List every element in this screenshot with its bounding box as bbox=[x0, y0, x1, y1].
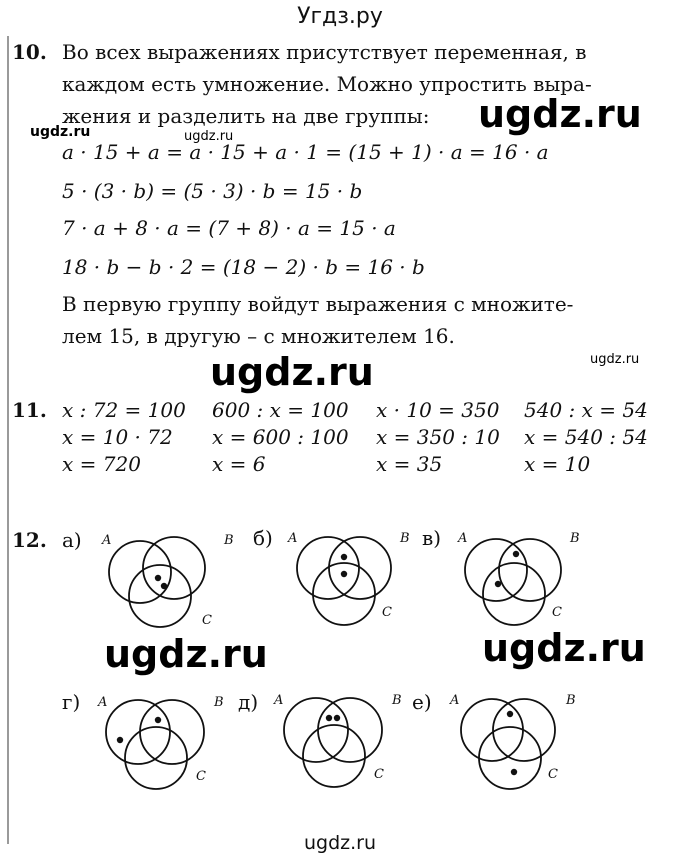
margin-line bbox=[7, 36, 9, 844]
task-10-intro-line-3: жения и разделить на две группы: bbox=[62, 104, 430, 128]
task-11-col3-line3: x = 35 bbox=[376, 452, 443, 476]
watermark-small: ugdz.ru bbox=[184, 129, 234, 144]
task-11-col3-line1: x · 10 = 350 bbox=[376, 398, 500, 422]
task-12-number: 12. bbox=[12, 528, 47, 552]
set-label-c: C bbox=[552, 605, 562, 620]
venn-dot bbox=[155, 575, 161, 581]
task-10-equation-2: 5 · (3 · b) = (5 · 3) · b = 15 · b bbox=[62, 179, 363, 203]
diagram-label-b: б) bbox=[253, 526, 273, 550]
set-label-c: C bbox=[202, 613, 212, 628]
venn-dot bbox=[326, 715, 332, 721]
venn-dot bbox=[507, 711, 513, 717]
set-label-a: A bbox=[102, 533, 112, 548]
venn-dot bbox=[513, 551, 519, 557]
diagram-label-d: д) bbox=[238, 690, 259, 714]
set-label-a: A bbox=[288, 531, 298, 546]
set-label-c: C bbox=[548, 767, 558, 782]
task-11-col1-line2: x = 10 · 72 bbox=[62, 425, 173, 449]
task-10-number: 10. bbox=[12, 40, 47, 64]
task-10-equation-1: a · 15 + a = a · 15 + a · 1 = (15 + 1) · a = 16 · a bbox=[62, 140, 549, 164]
task-11-col2-line1: 600 : x = 100 bbox=[212, 398, 349, 422]
set-label-c: C bbox=[382, 605, 392, 620]
task-10-intro-line-2: каждом есть умножение. Можно упростить выра- bbox=[62, 72, 592, 96]
venn-diagram-b bbox=[282, 524, 416, 634]
task-11-col4-line3: x = 10 bbox=[524, 452, 591, 476]
set-label-b: B bbox=[570, 531, 580, 546]
set-label-b: B bbox=[214, 695, 224, 710]
venn-dot bbox=[495, 581, 501, 587]
diagram-label-e: е) bbox=[412, 690, 432, 714]
set-label-b: B bbox=[224, 533, 234, 548]
watermark-small: ugdz.ru bbox=[590, 352, 640, 367]
diagram-label-g: г) bbox=[62, 690, 81, 714]
task-11-col1-line1: x : 72 = 100 bbox=[62, 398, 186, 422]
task-11-number: 11. bbox=[12, 398, 47, 422]
task-11-col2-line2: x = 600 : 100 bbox=[212, 425, 349, 449]
set-label-a: A bbox=[450, 693, 460, 708]
task-10-equation-3: 7 · a + 8 · a = (7 + 8) · a = 15 · a bbox=[62, 216, 396, 240]
task-10-conclusion-line-1: В первую группу войдут выражения с множите- bbox=[62, 292, 574, 316]
venn-diagram-e bbox=[444, 686, 578, 796]
venn-diagram-v bbox=[452, 524, 586, 634]
venn-dot bbox=[161, 583, 167, 589]
set-label-a: A bbox=[458, 531, 468, 546]
venn-dot bbox=[155, 717, 161, 723]
venn-diagram-g bbox=[92, 688, 226, 798]
footer-site: ugdz.ru bbox=[303, 832, 377, 854]
watermark-small: ugdz.ru bbox=[30, 124, 91, 140]
task-11-col4-line1: 540 : x = 54 bbox=[524, 398, 648, 422]
watermark: ugdz.ru bbox=[478, 92, 642, 136]
watermark: ugdz.ru bbox=[104, 632, 268, 676]
venn-diagram-a bbox=[98, 526, 232, 636]
task-10-intro-line-1: Во всех выражениях присутствует переменная, в bbox=[62, 40, 587, 64]
venn-dot bbox=[341, 554, 347, 560]
set-label-a: A bbox=[274, 693, 284, 708]
site-title: Угдз.ру bbox=[297, 4, 383, 29]
set-label-a: A bbox=[98, 695, 108, 710]
venn-dot bbox=[511, 769, 517, 775]
set-label-b: B bbox=[566, 693, 576, 708]
task-11-col2-line3: x = 6 bbox=[212, 452, 266, 476]
task-10-conclusion-line-2: лем 15, в другую – с множителем 16. bbox=[62, 324, 455, 348]
set-label-c: C bbox=[374, 767, 384, 782]
set-label-b: B bbox=[392, 693, 402, 708]
venn-diagram-d bbox=[270, 686, 404, 796]
venn-dot bbox=[341, 571, 347, 577]
diagram-label-a: а) bbox=[62, 528, 82, 552]
watermark: ugdz.ru bbox=[482, 626, 646, 670]
set-label-b: B bbox=[400, 531, 410, 546]
task-10-equation-4: 18 · b − b · 2 = (18 − 2) · b = 16 · b bbox=[62, 255, 425, 279]
diagram-label-v: в) bbox=[422, 526, 442, 550]
task-11-col4-line2: x = 540 : 54 bbox=[524, 425, 648, 449]
venn-dot bbox=[117, 737, 123, 743]
task-11-col1-line3: x = 720 bbox=[62, 452, 141, 476]
venn-dot bbox=[334, 715, 340, 721]
set-label-c: C bbox=[196, 769, 206, 784]
watermark: ugdz.ru bbox=[210, 350, 374, 394]
task-11-col3-line2: x = 350 : 10 bbox=[376, 425, 500, 449]
